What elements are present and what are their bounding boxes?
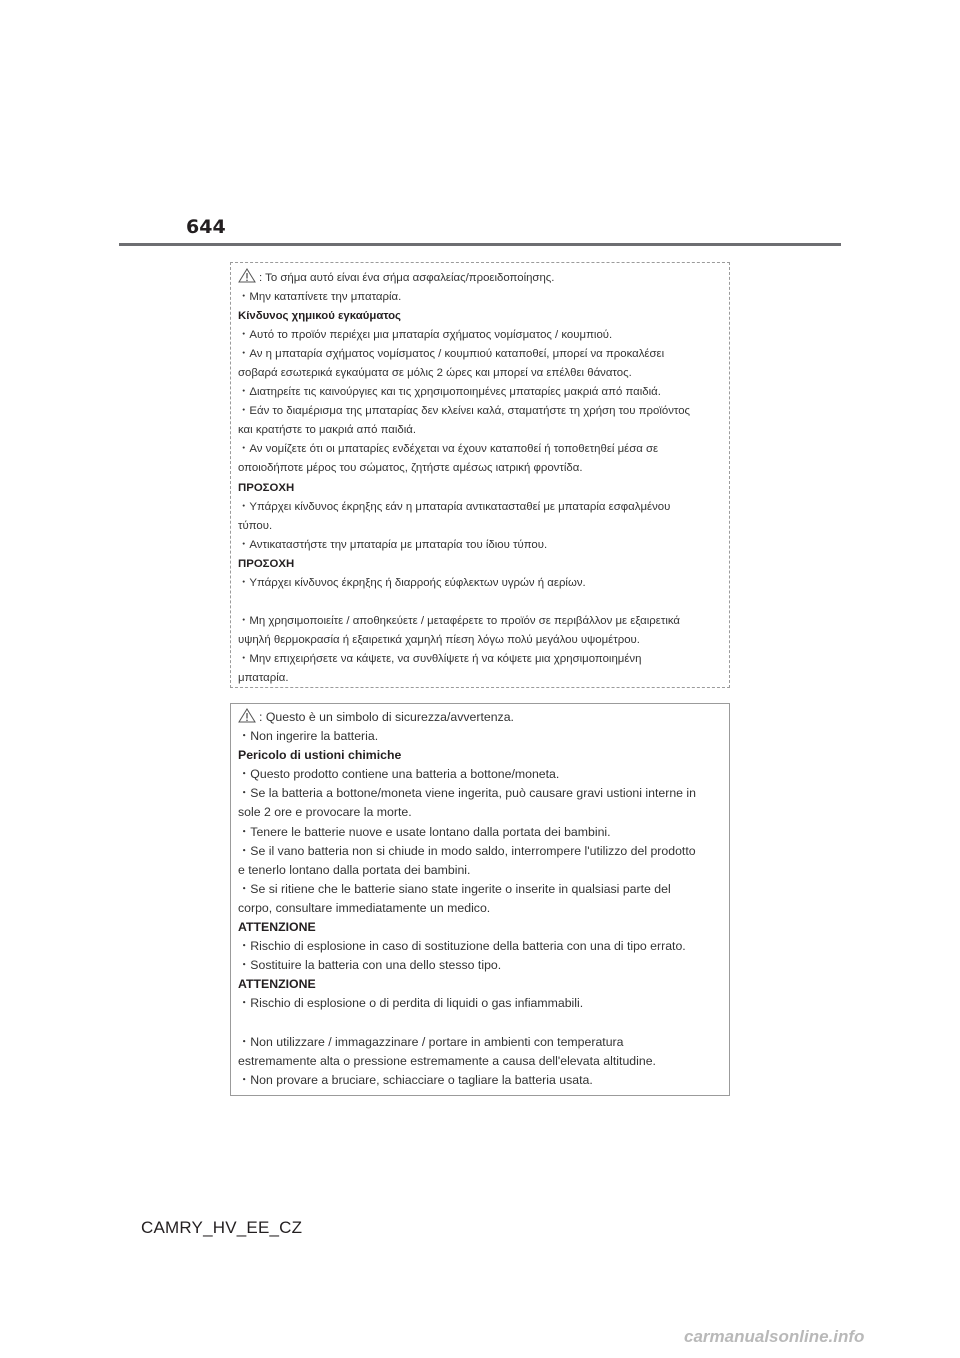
text-line: [238, 842, 721, 861]
line-text: Κίνδυνος χημικού εγκαύματος: [238, 310, 401, 323]
text-line: [238, 1052, 721, 1071]
line-text: και κρατήστε το μακριά από παιδιά.: [238, 424, 417, 437]
line-text: estremamente alta o pressione estremamente a causa dell'elevata altitudine.: [238, 1053, 656, 1068]
text-line: [238, 803, 721, 822]
line-text: σοβαρά εσωτερικά εγκαύματα σε μόλις 2 ώρες και μπορεί να επέλθει θάνατος.: [238, 367, 632, 380]
line-text: ・Αυτό το προϊόν περιέχει μια μπαταρία σχήματος νομίσματος / κουμπιού.: [238, 329, 613, 342]
text-line: [238, 288, 721, 307]
line-text: ・Rischio di esplosione in caso di sostituzione della batteria con una di tipo errato.: [238, 939, 686, 954]
line-text: ・Sostituire la batteria con una dello stesso tipo.: [238, 958, 502, 973]
text-line: [238, 899, 721, 918]
line-text: : Questo è un simbolo di sicurezza/avvertenza.: [259, 710, 514, 724]
line-text: ・Μη χρησιμοποιείτε / αποθηκεύετε / μεταφέρετε το προϊόν σε περιβάλλον με εξαιρετικά: [238, 614, 681, 627]
line-text: sole 2 ore e provocare la morte.: [238, 805, 412, 820]
text-line: [238, 517, 721, 536]
line-text: corpo, consultare immediatamente un medico.: [238, 900, 491, 915]
text-line: [238, 383, 721, 402]
text-line: [238, 956, 721, 975]
line-text: ・Se la batteria a bottone/moneta viene ingerita, può causare gravi ustioni interne in: [238, 786, 696, 801]
text-line: [238, 498, 721, 517]
text-line: [238, 650, 721, 669]
line-text: ・Tenere le batterie nuove e usate lontano dalla portata dei bambini.: [238, 824, 611, 839]
text-line: [238, 268, 721, 288]
text-line: [238, 1033, 721, 1052]
text-line: [238, 364, 721, 383]
line-text: ・Αν η μπαταρία σχήματος νομίσματος / κουμπιού καταποθεί, μπορεί να προκαλέσει: [238, 348, 665, 361]
line-text: μπαταρία.: [238, 671, 289, 684]
line-text: e tenerlo lontano dalla portata dei bambini.: [238, 862, 471, 877]
header-rule: [119, 243, 841, 246]
text-line: [238, 823, 721, 842]
text-line: [238, 612, 721, 631]
text-line: [238, 421, 721, 440]
line-text: τύπου.: [238, 519, 273, 532]
line-text: Pericolo di ustioni chimiche: [238, 748, 402, 763]
text-line: [238, 708, 721, 727]
line-text: ・Διατηρείτε τις καινούργιες και τις χρησιμοποιημένες μπαταρίες μακριά από παιδιά.: [238, 386, 661, 399]
line-text: ・Se si ritiene che le batterie siano state ingerite o inserite in qualsiasi parte del: [238, 881, 671, 896]
text-line: [238, 880, 721, 899]
section-heading: [238, 479, 721, 498]
text-line: [238, 994, 721, 1013]
line-text: ・Questo prodotto contiene una batteria a bottone/moneta.: [238, 767, 560, 782]
text-line: [238, 574, 721, 593]
text-line: [238, 536, 721, 555]
warning-triangle-icon: [238, 708, 256, 723]
line-text: οποιοδήποτε μέρος του σώματος, ζητήστε αμέσως ιατρική φροντίδα.: [238, 462, 583, 475]
line-text: ・Εάν το διαμέρισμα της μπαταρίας δεν κλείνει καλά, σταματήστε τη χρήση του προϊόντος: [238, 405, 691, 418]
text-line: [238, 1071, 721, 1090]
line-text: ・Αντικαταστήστε την μπαταρία με μπαταρία του ίδιου τύπου.: [238, 538, 548, 551]
text-line: [238, 784, 721, 803]
line-text: ・Non ingerire la batteria.: [238, 729, 379, 744]
line-text: ・Non utilizzare / immagazzinare / portare in ambienti con temperatura: [238, 1034, 624, 1049]
line-text: ATTENZIONE: [238, 977, 316, 992]
text-line: [238, 937, 721, 956]
line-text: ΠΡΟΣΟΧΗ: [238, 557, 295, 570]
section-heading: [238, 555, 721, 574]
line-text: ・Υπάρχει κίνδυνος έκρηξης εάν η μπαταρία αντικατασταθεί με μπαταρία εσφαλμένου: [238, 500, 671, 513]
line-text: ATTENZIONE: [238, 920, 316, 935]
section-heading: [238, 746, 721, 765]
blank-line: [238, 1014, 721, 1033]
section-heading: [238, 918, 721, 937]
line-text: ・Se il vano batteria non si chiude in modo saldo, interrompere l'utilizzo del prodotto: [238, 843, 696, 858]
line-text: ・Αν νομίζετε ότι οι μπαταρίες ενδέχεται να έχουν καταποθεί ή τοποθετηθεί μέσα σε: [238, 443, 659, 456]
line-text: ・Μην καταπίνετε την μπαταρία.: [238, 291, 402, 304]
line-text: υψηλή θερμοκρασία ή εξαιρετικά χαμηλή πίεση λόγω πολύ μεγάλου υψομέτρου.: [238, 633, 640, 646]
text-line: [238, 402, 721, 421]
line-text: ・Non provare a bruciare, schiacciare o tagliare la batteria usata.: [238, 1072, 593, 1087]
italian-warning-box: [230, 703, 730, 1096]
watermark: carmanualsonline.info: [684, 1327, 865, 1346]
section-heading: [238, 975, 721, 994]
blank-line: [238, 593, 721, 612]
line-text: : Το σήμα αυτό είναι ένα σήμα ασφαλείας/προειδοποίησης.: [259, 272, 555, 284]
line-text: ・Υπάρχει κίνδυνος έκρηξης ή διαρροής εύφλεκτων υγρών ή αερίων.: [238, 576, 586, 589]
page-number: 644: [186, 216, 226, 238]
text-line: [238, 861, 721, 880]
greek-warning-box: [230, 262, 730, 688]
text-line: [238, 669, 721, 688]
text-line: [238, 459, 721, 478]
text-line: [238, 631, 721, 650]
text-line: [238, 727, 721, 746]
warning-triangle-icon: [238, 268, 256, 283]
text-line: [238, 345, 721, 364]
line-text: ・Μην επιχειρήσετε να κάψετε, να συνθλίψετε ή να κόψετε μια χρησιμοποιημένη: [238, 652, 642, 665]
section-heading: [238, 307, 721, 326]
text-line: [238, 326, 721, 345]
line-text: ΠΡΟΣΟΧΗ: [238, 481, 295, 494]
text-line: [238, 765, 721, 784]
text-line: [238, 440, 721, 459]
footer-model-code: CAMRY_HV_EE_CZ: [141, 1218, 303, 1237]
line-text: ・Rischio di esplosione o di perdita di liquidi o gas infiammabili.: [238, 996, 584, 1011]
